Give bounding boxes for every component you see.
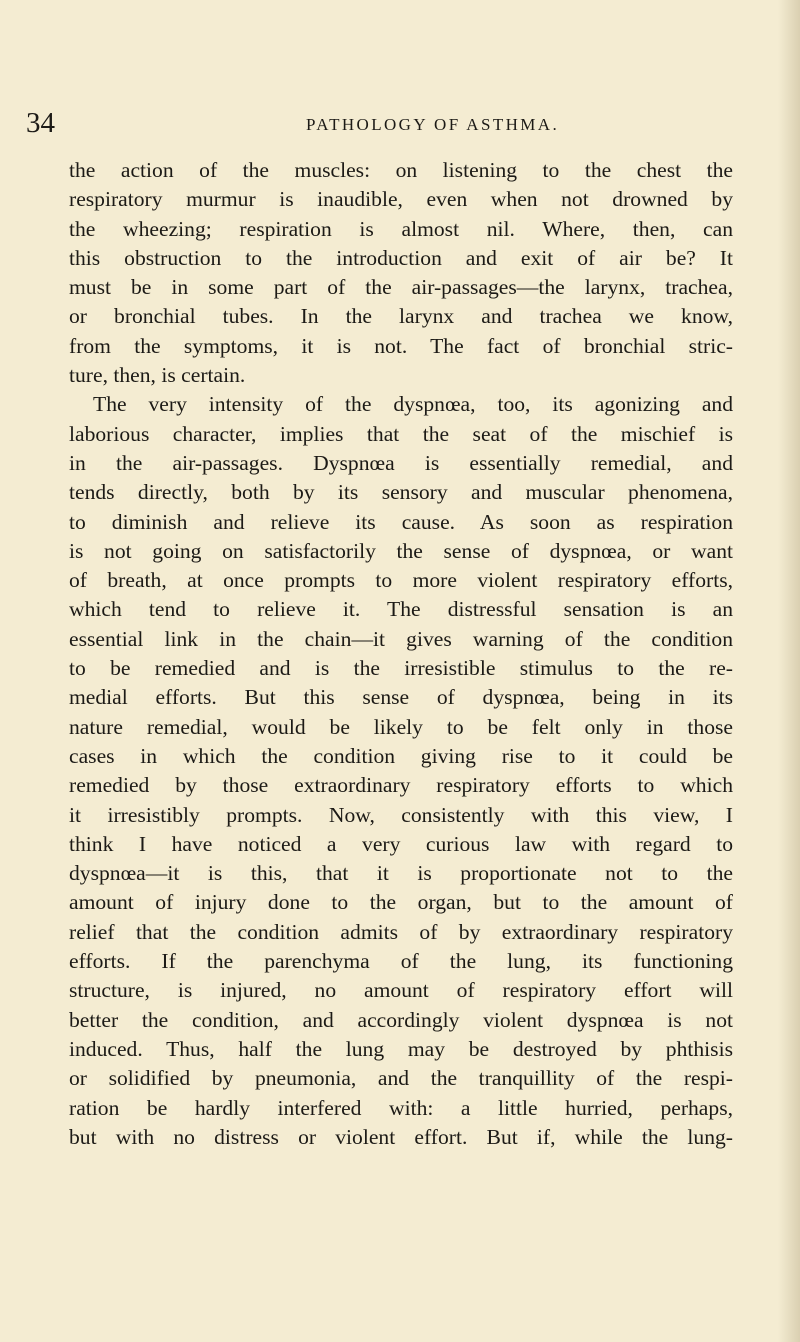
- text-line: this obstruction to the introduction and exit of air be? It: [69, 245, 733, 270]
- text-line: from the symptoms, it is not. The fact of bronchial stric-: [69, 333, 733, 358]
- text-line: which tend to relieve it. The distressful sensation is an: [69, 597, 733, 622]
- text-line: in the air-passages. Dyspnœa is essentially remedial, and: [69, 450, 733, 475]
- text-line: the wheezing; respiration is almost nil. Where, then, can: [69, 216, 733, 241]
- paragraph-start-line: The very intensity of the dyspnœa, too, its agonizing and: [93, 392, 733, 417]
- text-line: of breath, at once prompts to more violent respiratory efforts,: [69, 568, 733, 593]
- text-line: respiratory murmur is inaudible, even when not drowned by: [69, 187, 733, 212]
- text-line: it irresistibly prompts. Now, consistently with this view, I: [69, 802, 733, 827]
- body-text: [69, 156, 733, 1152]
- text-line: think I have noticed a very curious law with regard to: [69, 831, 733, 856]
- page-header: [0, 108, 800, 138]
- text-line: ration be hardly interfered with: a little hurried, perhaps,: [69, 1095, 733, 1120]
- text-line: remedied by those extraordinary respiratory efforts to which: [69, 773, 733, 798]
- text-line: is not going on satisfactorily the sense of dyspnœa, or want: [69, 538, 733, 563]
- text-line: to diminish and relieve its cause. As soon as respiration: [69, 509, 733, 534]
- text-line: tends directly, both by its sensory and muscular phenomena,: [69, 480, 733, 505]
- running-title: PATHOLOGY OF ASTHMA.: [306, 115, 560, 134]
- text-line: relief that the condition admits of by extraordinary respiratory: [69, 919, 733, 944]
- text-line: dyspnœa—it is this, that it is proportionate not to the: [69, 861, 733, 886]
- text-line: structure, is injured, no amount of respiratory effort will: [69, 978, 733, 1003]
- text-line: efforts. If the parenchyma of the lung, its functioning: [69, 949, 733, 974]
- text-line: medial efforts. But this sense of dyspnœa, being in its: [69, 685, 733, 710]
- text-line: ture, then, is certain.: [69, 363, 246, 388]
- text-line: or bronchial tubes. In the larynx and trachea we know,: [69, 304, 733, 329]
- text-line: to be remedied and is the irresistible stimulus to the re-: [69, 656, 733, 681]
- page-edge-shadow: [778, 0, 800, 1342]
- text-line: the action of the muscles: on listening to the chest the: [69, 158, 733, 182]
- page-number: 34: [26, 107, 55, 139]
- text-line: essential link in the chain—it gives warning of the condition: [69, 626, 733, 651]
- text-line: laborious character, implies that the seat of the mischief is: [69, 421, 733, 446]
- text-line: better the condition, and accordingly violent dyspnœa is not: [69, 1007, 733, 1032]
- text-line: or solidified by pneumonia, and the tranquillity of the respi-: [69, 1066, 733, 1091]
- text-line: nature remedial, would be likely to be felt only in those: [69, 714, 733, 739]
- text-line: cases in which the condition giving rise to it could be: [69, 743, 733, 768]
- text-line: amount of injury done to the organ, but to the amount of: [69, 890, 733, 915]
- text-line: induced. Thus, half the lung may be destroyed by phthisis: [69, 1036, 733, 1061]
- text-line: must be in some part of the air-passages—the larynx, trachea,: [69, 275, 733, 300]
- text-line: but with no distress or violent effort. But if, while the lung-: [69, 1124, 733, 1149]
